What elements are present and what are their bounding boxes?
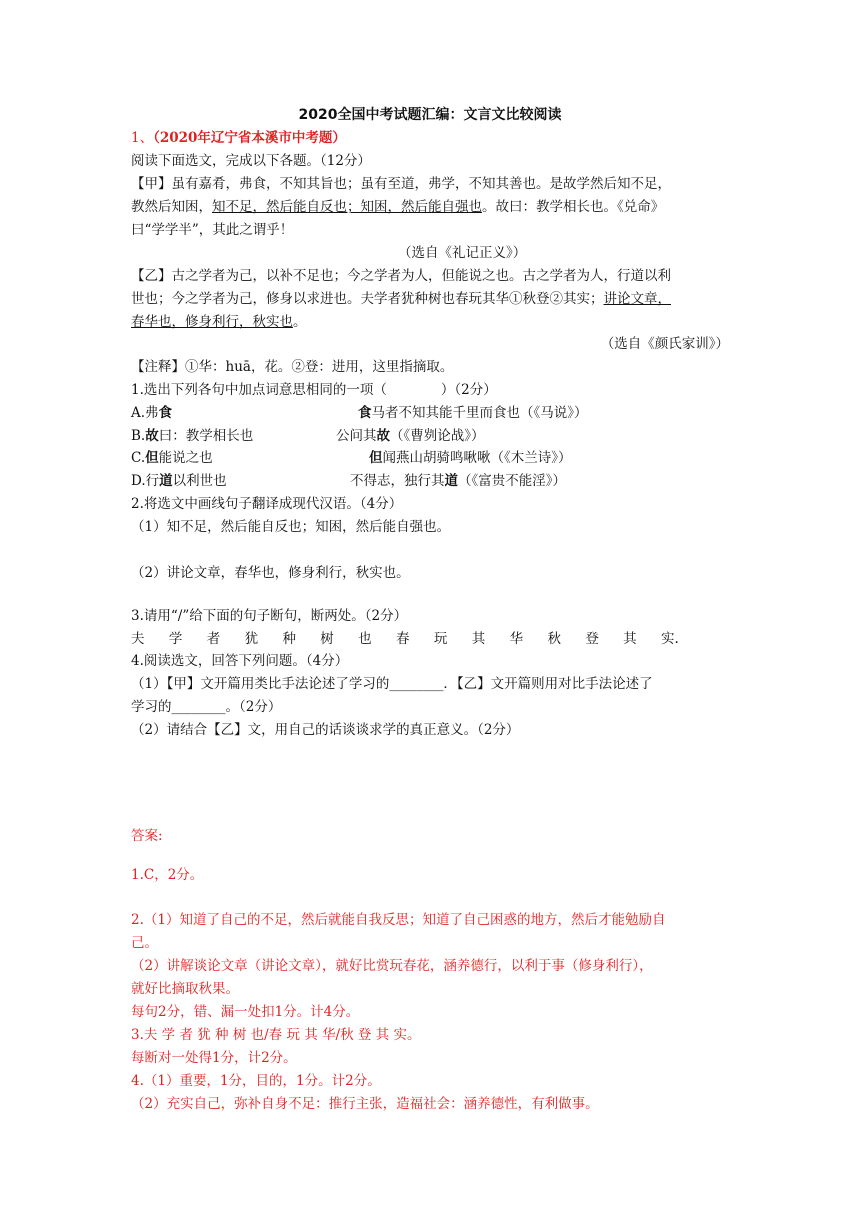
q1-option-d-left (131, 471, 227, 491)
option-text: A.弗 (131, 405, 159, 421)
question-number: 1、 (131, 130, 154, 146)
option-text: 曰：教学相长也 (158, 428, 254, 444)
jia-line-3: 曰“学学半”，其此之谓乎！ (131, 222, 294, 238)
q1-option-c-right (369, 448, 572, 468)
yi-line-2 (131, 289, 671, 309)
q2-stem: 2.将选文中画线句子翻译成现代汉语。（4分） (131, 496, 403, 512)
option-text: （《富贵不能淫》） (458, 473, 566, 489)
q4-sentence-2: （2）请结合【乙】文，用自己的话谈谈求学的真正意义。（2分） (131, 722, 520, 738)
option-key-word: 食 (358, 405, 372, 421)
answer-4-1: 4.（1）重要，1分，目的，1分。计2分。 (131, 1073, 381, 1089)
option-text: C. (131, 450, 146, 466)
option-key-word: 但 (369, 450, 383, 466)
q1-stem: 1.选出下列各句中加点词意思相同的一项（ ）（2分） (131, 382, 497, 398)
yi-underlined-sentence: 讲论文章， (603, 291, 671, 307)
option-text: （《曹刿论战》） (390, 428, 485, 444)
q1-option-b-right (336, 426, 485, 446)
option-key-word: 食 (158, 405, 173, 421)
answer-2-scoring: 每句2分，错、漏一处扣1分。计4分。 (131, 1004, 360, 1020)
yi-text: 。 (293, 314, 307, 330)
q3-char: 实. (661, 631, 679, 647)
q3-char: 其 (471, 631, 486, 647)
jia-underlined-sentence: 知不足，然后能自反也；知困，然后能自强也 (212, 199, 482, 215)
answer-3: 3.夫 学 者 犹 种 树 也/春 玩 其 华/秋 登 其 实。 (131, 1027, 421, 1043)
jia-text: 。故曰：教学相长也。《兑命》 (482, 199, 665, 215)
answer-3-scoring: 每断对一处得1分，计2分。 (131, 1050, 297, 1066)
q2-sentence-2: （2）讲论文章，春华也，修身利行，秋实也。 (131, 565, 410, 581)
option-key-word: 故 (376, 428, 390, 444)
answers-label: 答案: (131, 828, 163, 844)
q3-char: 夫 (131, 631, 145, 647)
answer-2-1b: 己。 (131, 935, 158, 951)
option-key-word: 故 (145, 428, 159, 444)
note-line: 【注释】①华：huā，花。②登：进用，这里指摘取。 (131, 359, 454, 375)
answer-2-1a: 2.（1）知道了自己的不足，然后就能自我反思；知道了自己困惑的地方，然后才能勉励自 (131, 912, 666, 928)
q1-option-d-right (350, 471, 566, 491)
answer-2-2b: 就好比摘取秋果。 (131, 981, 239, 997)
option-text: 不得志，独行其 (350, 473, 445, 489)
option-text: 马者不知其能千里而食也（《马说》） (371, 405, 588, 421)
q3-char: 秋 (547, 631, 561, 647)
q3-char: 学 (168, 631, 183, 647)
q3-char: 登 (585, 631, 599, 647)
option-text: 闻燕山胡骑鸣啾啾（《木兰诗》） (382, 450, 572, 466)
jia-source: （选自《礼记正义》） (398, 245, 527, 261)
answer-2-2a: （2）讲解谈论文章（讲论文章），就好比赏玩春花，涵养德行，以利于事（修身利行）， (131, 958, 653, 974)
option-text: B. (131, 428, 146, 444)
yi-line-3 (131, 312, 307, 332)
answer-1: 1.C，2分。 (131, 867, 204, 883)
q3-sentence (131, 629, 679, 649)
option-text: 以利世也 (172, 473, 227, 489)
option-text: 能说之也 (158, 450, 213, 466)
jia-text: 教然后知困， (131, 199, 212, 215)
q3-char: 者 (206, 631, 221, 647)
answer-4-2: （2）充实自己，弥补自身不足：推行主张，造福社会：涵养德性，有利做事。 (131, 1096, 599, 1112)
q3-char: 其 (623, 631, 637, 647)
yi-underlined-sentence: 春华也，修身利行，秋实也 (131, 314, 293, 330)
q4-sentence-1a: （1）【甲】文开篇用类比手法论述了学习的________．【乙】文开篇则用对比手法论述了 (131, 676, 653, 692)
q3-char: 玩 (433, 631, 448, 647)
option-text: D.行 (131, 473, 160, 489)
option-key-word: 道 (159, 473, 173, 489)
q3-char: 春 (396, 631, 410, 647)
q4-sentence-1b: 学习的________。（2分） (131, 699, 282, 715)
q1-option-c-left (131, 448, 213, 468)
option-key-word: 道 (444, 473, 458, 489)
q1-option-a-right (358, 403, 588, 423)
intro-line: 阅读下面选文，完成以下各题。（12分） (131, 153, 371, 169)
question-header (131, 128, 346, 148)
yi-source: （选自《颜氏家训》） (600, 336, 729, 352)
question-source: （2020年辽宁省本溪市中考题） (153, 130, 346, 146)
q3-char: 华 (509, 631, 524, 647)
jia-line-1: 【甲】虽有嘉肴，弗食，不知其旨也；虽有至道，弗学，不知其善也。是故学然后知不足， (131, 176, 671, 192)
q3-char: 也 (358, 631, 372, 647)
q3-char: 树 (320, 631, 334, 647)
q3-char: 种 (282, 631, 296, 647)
q1-option-b-left (131, 426, 253, 446)
q2-sentence-1: （1）知不足，然后能自反也；知困，然后能自强也。 (131, 519, 451, 535)
q4-stem: 4.阅读选文，回答下列问题。（4分） (131, 653, 349, 669)
jia-line-2 (131, 197, 664, 217)
doc-title: 2020全国中考试题汇编：文言文比较阅读 (298, 107, 562, 123)
yi-line-1: 【乙】古之学者为己，以补不足也；今之学者为人，但能说之也。古之学者为人，行道以利 (131, 268, 671, 284)
option-text: 公问其 (336, 428, 377, 444)
yi-text: 世也；今之学者为己，修身以求进也。夫学者犹种树也春玩其华①秋登②其实； (131, 291, 604, 307)
q1-option-a-left (131, 403, 172, 423)
q3-stem: 3.请用“/”给下面的句子断句，断两处。（2分） (131, 608, 408, 624)
q3-char: 犹 (244, 631, 259, 647)
option-key-word: 但 (145, 450, 159, 466)
